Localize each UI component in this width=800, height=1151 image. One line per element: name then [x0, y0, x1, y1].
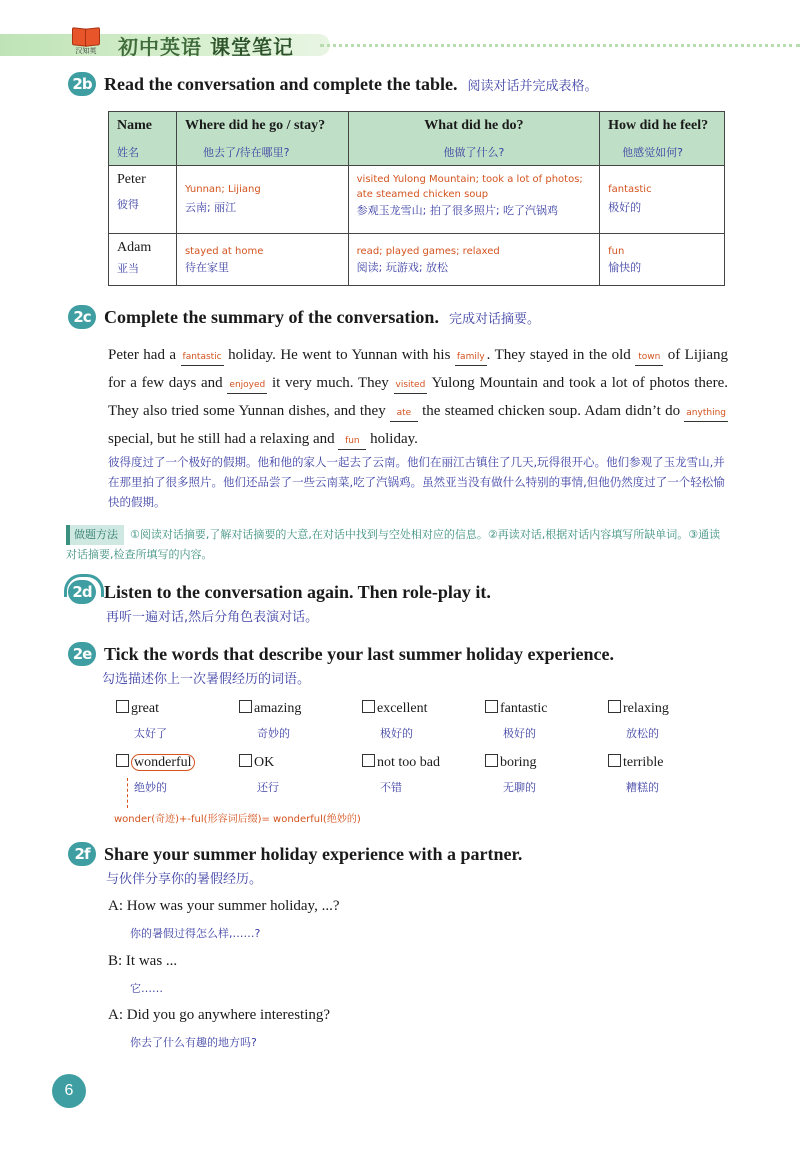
- column-header-en: Name: [117, 118, 152, 133]
- answer-en: stayed at home: [184, 246, 264, 257]
- summary-blank: anything: [684, 405, 728, 422]
- answer-cn: 待在家里: [184, 261, 229, 274]
- checkbox[interactable]: [485, 700, 498, 713]
- summary-blank: town: [635, 349, 663, 366]
- summary-text: holiday. He went to Yunnan with his: [223, 347, 455, 363]
- answer-cn: 愉快的: [608, 261, 642, 274]
- dialogue-en: B: It was ...: [108, 953, 178, 969]
- summary-text: Yulong Mountain and took a lot of photos there. They also tried some Yunnan dishes, and they: [108, 375, 728, 419]
- summary-text: . They stayed in the old: [486, 347, 636, 363]
- logo-text: 汉知英: [75, 47, 97, 55]
- book-icon: [72, 28, 100, 44]
- answer-cn: 云南; 丽江: [184, 201, 237, 214]
- word-option[interactable]: [608, 700, 728, 741]
- summary-text: of Lijiang for a few days and: [108, 347, 728, 391]
- dialogue-en: A: How was your summer holiday, ...?: [108, 898, 340, 914]
- word-option[interactable]: [116, 700, 236, 741]
- word-en: not too bad: [377, 755, 440, 770]
- table-cell-name: [109, 234, 177, 286]
- checkbox[interactable]: [608, 700, 621, 713]
- dialogue-cn: 你去了什么有趣的地方吗?: [130, 1036, 257, 1049]
- column-header-en: Where did he go / stay?: [184, 118, 326, 133]
- table-row: [109, 166, 725, 234]
- word-cn: 不错: [380, 781, 402, 794]
- dialogue-line: [108, 898, 340, 941]
- section-2f-header: [68, 842, 522, 887]
- summary-text: Peter had a: [108, 347, 181, 363]
- checkbox[interactable]: [239, 754, 252, 767]
- word-option[interactable]: [362, 754, 482, 795]
- word-option[interactable]: [116, 754, 236, 795]
- dialogue-cn: 它……: [130, 982, 163, 995]
- section-title-cn: 完成对话摘要。: [448, 311, 540, 327]
- tips-text: ①阅读对话摘要,了解对话摘要的大意,在对话中找到与空处相对应的信息。②再读对话,根据对话内容填写所缺单词。③通读对话摘要,检查所填写的内容。: [66, 528, 721, 561]
- section-title: Read the conversation and complete the table.: [104, 73, 458, 94]
- section-badge: 2c: [68, 305, 96, 329]
- word-cn: 放松的: [626, 727, 659, 740]
- summary-blank: ate: [390, 405, 418, 422]
- section-2c-header: [68, 305, 540, 329]
- word-option[interactable]: [362, 700, 482, 741]
- word-option[interactable]: [485, 754, 605, 795]
- table-row: [109, 234, 725, 286]
- checkbox[interactable]: [362, 754, 375, 767]
- summary-text: holiday.: [366, 431, 418, 447]
- word-en-circled: wonderful: [131, 754, 195, 771]
- section-title: Listen to the conversation again. Then role-play it.: [104, 581, 491, 602]
- column-header-en: How did he feel?: [608, 118, 709, 133]
- checkbox[interactable]: [362, 700, 375, 713]
- table-cell-what: [348, 166, 600, 234]
- word-option[interactable]: [608, 754, 728, 795]
- column-header: [176, 112, 348, 166]
- section-title-cn: 阅读对话并完成表格。: [467, 78, 598, 94]
- answer-en: fantastic: [608, 184, 652, 195]
- section-title: Share your summer holiday experience with a partner.: [104, 843, 523, 864]
- section-badge: 2e: [68, 642, 96, 666]
- answer-cn: 阅读; 玩游戏; 放松: [356, 261, 449, 274]
- checkbox[interactable]: [608, 754, 621, 767]
- word-cn: 奇妙的: [257, 727, 290, 740]
- word-cn: 极好的: [503, 727, 536, 740]
- method-tips: [66, 525, 730, 565]
- answer-en: read; played games; relaxed: [356, 246, 500, 257]
- word-en: terrible: [623, 755, 664, 770]
- dialogue-en: A: Did you go anywhere interesting?: [108, 1007, 331, 1023]
- summary-translation: 彼得度过了一个极好的假期。他和他的家人一起去了云南。他们在丽江古镇住了几天,玩得很开心。他们参观了玉龙雪山,并在那里拍了很多照片。他们还品尝了一些云南菜,吃了汽锅鸡。虽然亚当没有做什么特别的事情,但他仍然度过了一个轻松愉快的假期。: [108, 455, 725, 509]
- column-header: [600, 112, 725, 166]
- section-title-cn: 与伙伴分享你的暑假经历。: [106, 872, 263, 887]
- answer-en: fun: [608, 246, 625, 257]
- word-cn: 还行: [257, 781, 279, 794]
- column-header-cn: 他感觉如何?: [622, 146, 683, 159]
- dialogue-line: [108, 953, 177, 996]
- word-en: relaxing: [623, 701, 669, 716]
- table-cell-what: [348, 234, 600, 286]
- word-option[interactable]: [239, 754, 359, 795]
- table-cell-feel: [600, 234, 725, 286]
- word-en: boring: [500, 755, 537, 770]
- summary-blank: enjoyed: [227, 377, 267, 394]
- section-title: Complete the summary of the conversation.: [104, 306, 439, 327]
- word-cn: 极好的: [380, 727, 413, 740]
- answer-en: Yunnan; Lijiang: [184, 184, 261, 195]
- word-cn: 绝妙的: [134, 781, 167, 794]
- answer-cn: 参观玉龙雪山; 拍了很多照片; 吃了汽锅鸡: [356, 204, 559, 217]
- column-header-cn: 他去了/待在哪里?: [202, 146, 290, 159]
- page-number: 6: [52, 1074, 86, 1108]
- word-en: excellent: [377, 701, 428, 716]
- checkbox[interactable]: [239, 700, 252, 713]
- checkbox[interactable]: [116, 754, 129, 767]
- summary-text: special, but he still had a relaxing and: [108, 431, 339, 447]
- word-en: amazing: [254, 701, 302, 716]
- book-title-main: 初中英语: [118, 35, 202, 59]
- summary-text: the steamed chicken soup. Adam didn’t do: [417, 403, 685, 419]
- section-title: Tick the words that describe your last summer holiday experience.: [104, 643, 614, 664]
- header-dotted-line: [320, 44, 800, 47]
- summary-blank: fantastic: [181, 349, 224, 366]
- answer-cn: 极好的: [608, 201, 642, 214]
- word-option[interactable]: [239, 700, 359, 741]
- word-option[interactable]: [485, 700, 605, 741]
- table-header-row: [109, 112, 725, 166]
- section-title-cn: 再听一遍对话,然后分角色表演对话。: [106, 610, 319, 625]
- checkbox[interactable]: [116, 700, 129, 713]
- column-header-en: What did he do?: [424, 118, 524, 133]
- word-en: OK: [254, 755, 275, 770]
- summary-paragraph: [108, 341, 728, 453]
- table-cell-where: [176, 234, 348, 286]
- page-header: [0, 28, 800, 58]
- name-cn: 彼得: [117, 198, 139, 211]
- word-cn: 糟糕的: [626, 781, 659, 794]
- table-cell-feel: [600, 166, 725, 234]
- publisher-logo: [68, 28, 104, 58]
- table-cell-name: [109, 166, 177, 234]
- name-cn: 亚当: [117, 262, 139, 275]
- tips-label: 做题方法: [66, 525, 124, 545]
- headphones-icon: 2d: [68, 580, 96, 604]
- summary-text: it very much. They: [267, 375, 394, 391]
- summary-blank: visited: [394, 377, 428, 394]
- name-en: Adam: [117, 240, 152, 255]
- checkbox[interactable]: [485, 754, 498, 767]
- column-header: [348, 112, 600, 166]
- section-badge: 2b: [68, 72, 96, 96]
- dialogue-line: [108, 1007, 330, 1050]
- word-en: great: [131, 701, 159, 716]
- column-header: [109, 112, 177, 166]
- section-2d-header: [68, 580, 491, 625]
- column-header-cn: 姓名: [117, 146, 139, 159]
- section-2e-header: [68, 642, 614, 687]
- word-cn: 太好了: [134, 727, 167, 740]
- book-title: [118, 31, 294, 60]
- name-en: Peter: [117, 172, 146, 187]
- column-header-cn: 他做了什么?: [443, 146, 505, 159]
- book-title-sub: 课堂笔记: [209, 35, 294, 59]
- section-badge: 2f: [68, 842, 96, 866]
- answer-en: visited Yulong Mountain; took a lot of photos; ate steamed chicken soup: [356, 174, 583, 200]
- word-en: fantastic: [500, 701, 548, 716]
- word-cn: 无聊的: [503, 781, 536, 794]
- summary-blank: family: [455, 349, 487, 366]
- table-cell-where: [176, 166, 348, 234]
- section-title-cn: 勾选描述你上一次暑假经历的词语。: [102, 672, 311, 687]
- word-formation-note: wonder(奇迹)+-ful(形容词后缀)= wonderful(绝妙的): [114, 814, 361, 825]
- summary-blank: fun: [338, 433, 366, 450]
- section-2b-header: [68, 72, 597, 96]
- annotation-arrow: [127, 778, 128, 808]
- conversation-table: [108, 111, 725, 286]
- dialogue-cn: 你的暑假过得怎么样,……?: [130, 927, 261, 940]
